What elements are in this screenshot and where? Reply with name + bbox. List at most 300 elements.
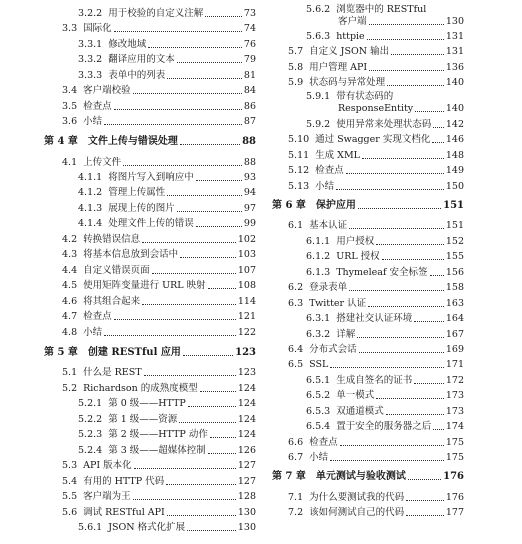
toc-entry[interactable]: [62, 491, 256, 503]
toc-entry-page: 87: [243, 116, 256, 127]
toc-entry-title: 上传文件: [83, 157, 122, 168]
toc-entry-title: 用户管理 API: [309, 62, 368, 73]
leader-dots: [142, 242, 236, 243]
toc-entry-number: 5.9: [288, 77, 304, 88]
toc-entry-number: 第 4 章: [44, 136, 78, 147]
leader-dots: [148, 47, 242, 48]
toc-entry-page: 79: [243, 54, 256, 65]
toc-entry[interactable]: [78, 187, 256, 199]
toc-entry-page: 103: [237, 249, 256, 260]
leader-dots: [386, 414, 444, 415]
toc-entry-page: 107: [237, 265, 256, 276]
leader-dots: [167, 515, 236, 516]
toc-entry-number: 6.1.1: [306, 236, 331, 247]
toc-entry[interactable]: [306, 390, 464, 402]
toc-entry-number: 5.2: [62, 383, 78, 394]
toc-entry-number: 6.5.1: [306, 375, 331, 386]
toc-entry-title: 将图片写入到响应中: [108, 172, 194, 183]
toc-entry-page: 150: [445, 181, 464, 192]
toc-entry[interactable]: [62, 367, 256, 379]
leader-dots: [382, 259, 444, 260]
leader-dots: [376, 244, 444, 245]
toc-entry-title: 保护应用: [315, 200, 356, 211]
toc-entry-title: 使用异常来处理状态码: [336, 119, 432, 130]
toc-entry-page: 130: [237, 507, 256, 518]
toc-entry-title: 小结: [315, 181, 335, 192]
toc-entry-number: 5.3: [62, 460, 78, 471]
toc-entry-page: 74: [243, 23, 256, 34]
toc-entry-title: 客户端为王: [83, 491, 131, 502]
toc-entry-page: 173: [445, 406, 464, 417]
toc-entry-title: 检查点: [83, 311, 112, 322]
toc-entry[interactable]: [62, 249, 256, 261]
leader-dots: [188, 406, 236, 407]
toc-entry-number: 3.3.3: [78, 70, 103, 81]
toc-entry-page: 126: [237, 445, 256, 456]
toc-entry-title: 第 0 级——HTTP: [108, 398, 186, 409]
toc-entry-number: 5.8: [288, 62, 304, 73]
toc-entry-number: 3.3.2: [78, 54, 103, 65]
leader-dots: [166, 484, 236, 485]
toc-entry-number: 第 5 章: [44, 347, 78, 358]
toc-entry[interactable]: [288, 298, 464, 310]
leader-dots: [177, 62, 242, 63]
toc-entry-page: 114: [237, 296, 256, 307]
toc-entry-page: 127: [237, 460, 256, 471]
toc-entry-title: 创建 RESTful 应用: [87, 347, 181, 358]
toc-entry-title: 用于校验的自定义注解: [108, 8, 204, 19]
toc-entry[interactable]: [288, 507, 464, 519]
toc-entry-title: 什么是 REST: [83, 367, 142, 378]
toc-entry-page: 123: [235, 347, 256, 358]
leader-dots: [391, 54, 444, 55]
leader-dots: [406, 515, 444, 516]
toc-entry[interactable]: [306, 91, 464, 115]
toc-entry-page: 127: [237, 476, 256, 487]
toc-entry-page: 124: [237, 398, 256, 409]
toc-entry-number: 4.1: [62, 157, 78, 168]
toc-entry-page: 177: [445, 507, 464, 518]
toc-entry-page: 167: [445, 329, 464, 340]
toc-entry-number: 5.4: [62, 476, 78, 487]
leader-dots: [183, 355, 233, 356]
toc-entry-number: 5.2.4: [78, 445, 103, 456]
toc-entry-number: 第 7 章: [272, 471, 306, 482]
toc-entry-number: 5.9.2: [306, 119, 331, 130]
toc-entry-title: 浏览器中的 RESTful: [336, 4, 427, 15]
toc-entry-page: 108: [237, 280, 256, 291]
leader-dots: [408, 479, 441, 480]
toc-entry-number: 3.5: [62, 101, 78, 112]
leader-dots: [367, 39, 444, 40]
toc-entry-title: 置于安全的服务器之后: [336, 421, 432, 432]
toc-entry[interactable]: [288, 150, 464, 162]
toc-entry-number: 7.1: [288, 492, 304, 503]
toc-entry-title: 双通道模式: [336, 406, 384, 417]
toc-entry-page: 148: [445, 150, 464, 161]
toc-entry[interactable]: [288, 359, 464, 371]
toc-entry-page: 88: [242, 136, 256, 147]
toc-entry-number: 3.3.1: [78, 39, 103, 50]
toc-entry[interactable]: [288, 344, 464, 356]
toc-entry-number: 4.2: [62, 234, 78, 245]
toc-entry[interactable]: [306, 31, 464, 43]
toc-entry[interactable]: [62, 383, 256, 395]
toc-entry-number: 6.5.3: [306, 406, 331, 417]
toc-entry-title: Thymeleaf 安全标签: [336, 267, 428, 278]
toc-entry-number: 6.5.2: [306, 390, 331, 401]
toc-entry-page: 173: [445, 390, 464, 401]
toc-entry-number: 7.2: [288, 507, 304, 518]
toc-entry-number: 5.2.3: [78, 429, 103, 440]
toc-entry-number: 5.2.2: [78, 414, 103, 425]
toc-entry-number: 4.8: [62, 327, 78, 338]
toc-entry-number: 4.1.4: [78, 218, 103, 229]
leader-dots: [336, 189, 444, 190]
leader-dots: [369, 24, 444, 25]
toc-entry-title: 登录表单: [309, 282, 348, 293]
toc-entry-number: 5.7: [288, 46, 304, 57]
toc-entry-page: 93: [243, 172, 256, 183]
toc-entry-title: JSON 格式化扩展: [108, 522, 186, 533]
toc-entry-title: 展现上传的图片: [108, 203, 175, 214]
toc-entry[interactable]: [62, 460, 256, 472]
leader-dots: [123, 165, 242, 166]
toc-entry-page: 176: [443, 471, 464, 482]
toc-entry-number: 4.1.2: [78, 187, 103, 198]
toc-entry-number: 4.1.1: [78, 172, 103, 183]
toc-entry-title: 客户端校验: [83, 85, 131, 96]
toc-entry[interactable]: [288, 165, 464, 177]
toc-entry[interactable]: [78, 445, 256, 457]
toc-entry[interactable]: [78, 8, 256, 20]
toc-entry-number: 5.1: [62, 367, 78, 378]
toc-entry[interactable]: [62, 234, 256, 246]
toc-entry[interactable]: [62, 311, 256, 323]
toc-entry-title: 用户授权: [336, 236, 375, 247]
toc-chapter[interactable]: [44, 347, 256, 359]
toc-entry-number: 4.1.3: [78, 203, 103, 214]
toc-entry-title: SSL: [309, 359, 329, 370]
toc-entry-number: 5.6: [62, 507, 78, 518]
toc-entry-number: 5.2.1: [78, 398, 103, 409]
toc-entry-page: 130: [237, 522, 256, 533]
leader-dots: [133, 93, 242, 94]
leader-dots: [357, 337, 444, 338]
toc-entry-number: 5.12: [288, 165, 310, 176]
toc-entry-page: 76: [243, 39, 256, 50]
toc-entry-page: 86: [243, 101, 256, 112]
toc-entry-title: 为什么要测试我的代码: [309, 492, 405, 503]
leader-dots: [114, 109, 242, 110]
toc-entry-page: 97: [243, 203, 256, 214]
toc-entry-page: 122: [237, 327, 256, 338]
toc-entry-page: 176: [445, 492, 464, 503]
toc-entry-number: 5.6.1: [78, 522, 103, 533]
toc-entry[interactable]: [62, 23, 256, 35]
toc-entry-number: 6.5: [288, 359, 304, 370]
toc-entry-title: 检查点: [309, 437, 338, 448]
toc-entry-title: 有用的 HTTP 代码: [83, 476, 165, 487]
leader-dots: [415, 111, 444, 112]
toc-entry-page: 84: [243, 85, 256, 96]
toc-entry-number: 4.4: [62, 265, 78, 276]
toc-entry-title: 第 2 级——HTTP 动作: [108, 429, 208, 440]
toc-entry[interactable]: [78, 218, 256, 230]
toc-entry-page: 123: [237, 367, 256, 378]
toc-entry-page: 171: [445, 359, 464, 370]
leader-dots: [179, 422, 236, 423]
leader-dots: [196, 226, 242, 227]
leader-dots: [114, 31, 242, 32]
toc-entry-title: 使用矩阵变量进行 URL 映射: [83, 280, 206, 291]
toc-entry-number: 6.1.3: [306, 267, 331, 278]
toc-entry[interactable]: [62, 116, 256, 128]
toc-entry-number: 3.6: [62, 116, 78, 127]
toc-entry[interactable]: [288, 77, 464, 89]
leader-dots: [430, 275, 444, 276]
leader-dots: [330, 460, 444, 461]
leader-dots: [104, 335, 236, 336]
toc-entry-number: 5.9.1: [306, 91, 331, 102]
leader-dots: [205, 16, 242, 17]
toc-entry-page: 73: [243, 8, 256, 19]
toc-entry[interactable]: [62, 85, 256, 97]
toc-entry-title: 调试 RESTful API: [83, 507, 165, 518]
toc-entry-title: 修改地域: [108, 39, 147, 50]
leader-dots: [200, 391, 236, 392]
toc-entry-title: 生成 XML: [315, 150, 360, 161]
toc-entry[interactable]: [78, 414, 256, 426]
toc-entry-title: 转换错误信息: [83, 234, 141, 245]
toc-entry[interactable]: [306, 4, 464, 28]
toc-entry-title: 小结: [83, 116, 103, 127]
toc-entry-number: 第 6 章: [272, 200, 306, 211]
toc-entry-page: 152: [445, 236, 464, 247]
leader-dots: [167, 78, 242, 79]
toc-entry[interactable]: [306, 313, 464, 325]
toc-entry[interactable]: [306, 119, 464, 131]
toc-entry-page: 151: [445, 220, 464, 231]
leader-dots: [144, 375, 236, 376]
toc-entry[interactable]: [306, 236, 464, 248]
toc-entry-page: 130: [445, 16, 464, 27]
toc-entry-page: 149: [445, 165, 464, 176]
toc-entry[interactable]: [62, 476, 256, 488]
toc-entry-title: 带有状态码的: [336, 91, 394, 102]
toc-entry-page: 156: [445, 267, 464, 278]
toc-entry-page: 175: [445, 437, 464, 448]
toc-entry-page: 164: [445, 313, 464, 324]
toc-entry[interactable]: [306, 267, 464, 279]
toc-entry-number: 6.2: [288, 282, 304, 293]
toc-entry-number: 3.2.2: [78, 8, 103, 19]
leader-dots: [134, 468, 236, 469]
toc-entry[interactable]: [288, 282, 464, 294]
toc-entry-number: 6.5.4: [306, 421, 331, 432]
leader-dots: [368, 306, 444, 307]
toc-entry-title: 翻译应用的文本: [108, 54, 175, 65]
leader-dots: [406, 500, 444, 501]
toc-entry-page: 140: [445, 103, 464, 114]
toc-entry-number: 6.1.2: [306, 251, 331, 262]
leader-dots: [208, 288, 236, 289]
toc-entry-number: 6.3.1: [306, 313, 331, 324]
leader-dots: [433, 127, 444, 128]
toc-entry[interactable]: [306, 421, 464, 433]
toc-entry[interactable]: [306, 375, 464, 387]
leader-dots: [359, 352, 444, 353]
toc-entry-page: 163: [445, 298, 464, 309]
toc-entry-number: 5.5: [62, 491, 78, 502]
toc-entry[interactable]: [62, 265, 256, 277]
toc-entry[interactable]: [78, 522, 256, 534]
leader-dots: [104, 124, 242, 125]
toc-entry-title: Richardson 的成熟度模型: [83, 383, 198, 394]
toc-entry[interactable]: [306, 329, 464, 341]
toc-entry[interactable]: [288, 452, 464, 464]
toc-entry-title: URL 授权: [336, 251, 380, 262]
leader-dots: [433, 429, 444, 430]
toc-entry-title: 单一模式: [336, 390, 375, 401]
toc-entry-page: 151: [443, 200, 464, 211]
toc-entry-title: 将其组合起来: [83, 296, 141, 307]
leader-dots: [180, 257, 236, 258]
leader-dots: [376, 398, 444, 399]
toc-entry-title: 该如何测试自己的代码: [309, 507, 405, 518]
toc-entry-number: 6.4: [288, 344, 304, 355]
toc-entry-title: 自定义 JSON 输出: [309, 46, 390, 57]
toc-entry[interactable]: [288, 62, 464, 74]
leader-dots: [152, 273, 236, 274]
toc-entry-page: 124: [237, 429, 256, 440]
toc-entry-page: 99: [243, 218, 256, 229]
toc-entry-number: 5.10: [288, 134, 310, 145]
leader-dots: [167, 195, 242, 196]
toc-entry-title: 管理上传属性: [108, 187, 166, 198]
toc-entry[interactable]: [78, 39, 256, 51]
toc-entry-number: 4.7: [62, 311, 78, 322]
leader-dots: [133, 499, 236, 500]
toc-entry-title: 检查点: [315, 165, 344, 176]
leader-dots: [414, 321, 444, 322]
toc-entry-title: 将基本信息放到会话中: [83, 249, 179, 260]
toc-entry-page: 158: [445, 282, 464, 293]
toc-entry-title-continued: 客户端: [338, 16, 367, 27]
toc-entry-number: 3.4: [62, 85, 78, 96]
toc-entry[interactable]: [78, 398, 256, 410]
leader-dots: [362, 158, 444, 159]
leader-dots: [177, 211, 242, 212]
toc-entry-title: 第 1 级——资源: [108, 414, 178, 425]
toc-entry[interactable]: [78, 429, 256, 441]
toc-entry-title: 表单中的列表: [108, 70, 166, 81]
toc-chapter[interactable]: [272, 471, 464, 483]
leader-dots: [349, 290, 444, 291]
toc-entry-title: 单元测试与验收测试: [315, 471, 406, 482]
toc-entry-number: 3.3: [62, 23, 78, 34]
toc-entry-title: Twitter 认证: [309, 298, 367, 309]
toc-entry-page: 142: [445, 119, 464, 130]
toc-chapter[interactable]: [272, 200, 464, 212]
leader-dots: [340, 445, 444, 446]
toc-entry-page: 124: [237, 383, 256, 394]
toc-entry[interactable]: [62, 157, 256, 169]
toc-entry-page: 124: [237, 414, 256, 425]
toc-entry-title: 生成自签名的证书: [336, 375, 413, 386]
leader-dots: [180, 144, 240, 145]
toc-entry[interactable]: [288, 181, 464, 193]
toc-entry[interactable]: [62, 507, 256, 519]
toc-entry-number: 5.6.3: [306, 31, 331, 42]
toc-entry-title: 通过 Swagger 实现文档化: [315, 134, 431, 145]
leader-dots: [387, 85, 444, 86]
toc-entry[interactable]: [62, 296, 256, 308]
toc-entry[interactable]: [288, 46, 464, 58]
toc-entry-title: httpie: [336, 31, 365, 42]
toc-entry-page: 102: [237, 234, 256, 245]
toc-entry[interactable]: [288, 134, 464, 146]
leader-dots: [330, 367, 444, 368]
toc-entry-title: API 版本化: [83, 460, 132, 471]
leader-dots: [114, 319, 236, 320]
toc-entry[interactable]: [78, 172, 256, 184]
toc-chapter[interactable]: [44, 136, 256, 148]
leader-dots: [346, 173, 444, 174]
toc-entry-page: 169: [445, 344, 464, 355]
toc-entry[interactable]: [78, 54, 256, 66]
toc-entry-title: 小结: [309, 452, 329, 463]
leader-dots: [349, 228, 444, 229]
toc-entry-page: 88: [243, 157, 256, 168]
leader-dots: [432, 142, 444, 143]
toc-entry[interactable]: [288, 437, 464, 449]
toc-entry-number: 6.7: [288, 452, 304, 463]
toc-entry-title: 搭建社交认证环境: [336, 313, 413, 324]
toc-entry[interactable]: [62, 101, 256, 113]
toc-entry-number: 4.5: [62, 280, 78, 291]
toc-entry[interactable]: [78, 203, 256, 215]
leader-dots: [208, 453, 236, 454]
toc-entry[interactable]: [288, 220, 464, 232]
toc-entry-page: 131: [445, 46, 464, 57]
toc-entry-title: 检查点: [83, 101, 112, 112]
toc-entry-title: 自定义错误页面: [83, 265, 150, 276]
toc-entry-number: 6.3.2: [306, 329, 331, 340]
toc-entry-title-continued: ResponseEntity: [338, 103, 414, 114]
toc-entry[interactable]: [62, 280, 256, 292]
toc-entry[interactable]: [62, 327, 256, 339]
leader-dots: [187, 530, 236, 531]
toc-entry-page: 131: [445, 31, 464, 42]
toc-entry-title: 基本认证: [309, 220, 348, 231]
toc-entry-number: 5.11: [288, 150, 310, 161]
toc-entry-number: 6.1: [288, 220, 304, 231]
leader-dots: [358, 208, 441, 209]
toc-entry-page: 140: [445, 77, 464, 88]
toc-entry[interactable]: [306, 251, 464, 263]
toc-entry[interactable]: [306, 406, 464, 418]
toc-entry-title: 文件上传与错误处理: [87, 136, 178, 147]
toc-entry-title: 国际化: [83, 23, 112, 34]
leader-dots: [414, 383, 444, 384]
toc-entry[interactable]: [78, 70, 256, 82]
toc-entry-number: 6.3: [288, 298, 304, 309]
toc-entry-page: 121: [237, 311, 256, 322]
toc-entry-number: 4.3: [62, 249, 78, 260]
leader-dots: [369, 70, 444, 71]
toc-entry[interactable]: [288, 492, 464, 504]
